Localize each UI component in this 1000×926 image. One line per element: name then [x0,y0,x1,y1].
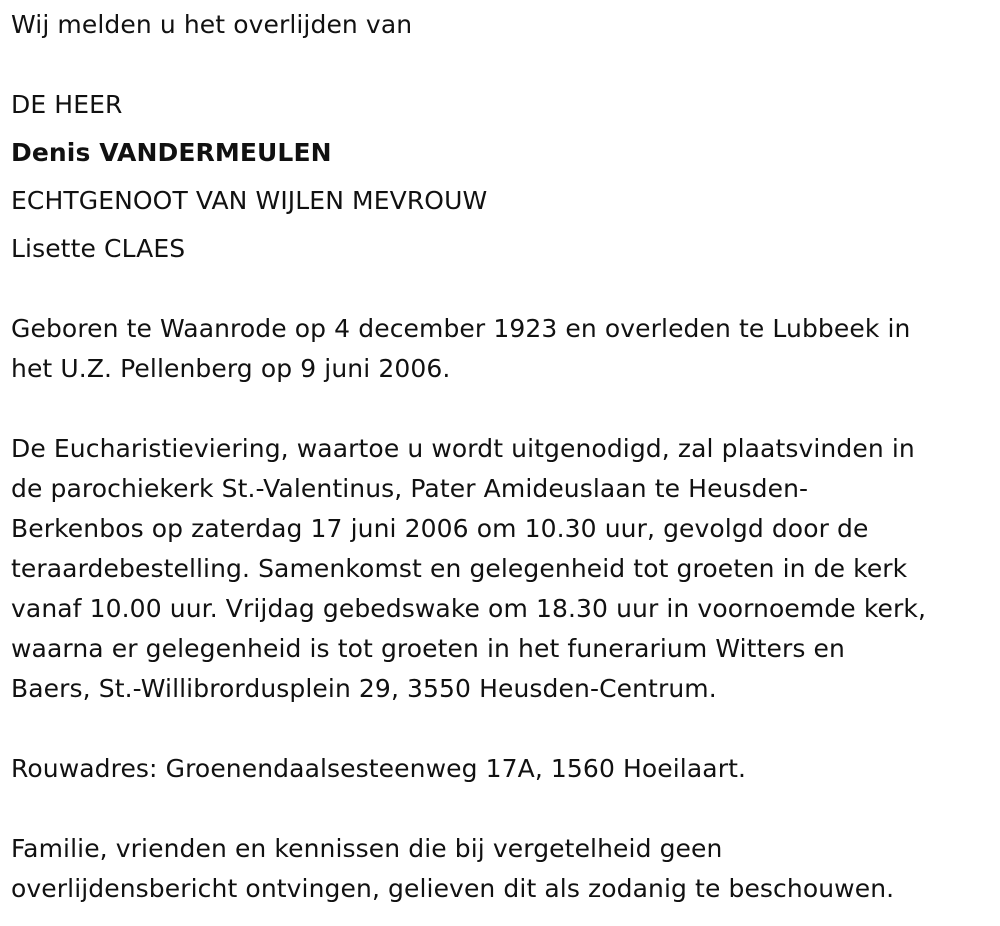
service-line: teraardebestelling. Samenkomst en gelegenheid tot groeten in de kerk [11,554,908,583]
service-line: Berkenbos op zaterdag 17 juni 2006 om 10.30 uur, gevolgd door de [11,514,869,543]
birth-death-line: Geboren te Waanrode op 4 december 1923 en overleden te Lubbeek in [11,314,911,343]
closing-line: overlijdensbericht ontvingen, gelieven dit als zodanig te beschouwen. [11,874,895,903]
title-prefix: DE HEER [11,90,123,119]
spouse-name: Lisette CLAES [11,234,186,263]
relation-text: ECHTGENOOT VAN WIJLEN MEVROUW [11,186,488,215]
service-line: Baers, St.-Willibrordusplein 29, 3550 Heusden-Centrum. [11,674,717,703]
service-line: waarna er gelegenheid is tot groeten in het funerarium Witters en [11,634,845,663]
service-line: de parochiekerk St.-Valentinus, Pater Amideuslaan te Heusden- [11,474,809,503]
birth-death-line: het U.Z. Pellenberg op 9 juni 2006. [11,354,451,383]
service-line: vanaf 10.00 uur. Vrijdag gebedswake om 18.30 uur in voornoemde kerk, [11,594,926,623]
closing-line: Familie, vrienden en kennissen die bij vergetelheid geen [11,834,723,863]
service-line: De Eucharistieviering, waartoe u wordt uitgenodigd, zal plaatsvinden in [11,434,915,463]
mourning-address: Rouwadres: Groenendaalsesteenweg 17A, 1560 Hoeilaart. [11,754,747,783]
deceased-name: Denis VANDERMEULEN [11,138,332,167]
intro-text: Wij melden u het overlijden van [11,10,413,39]
